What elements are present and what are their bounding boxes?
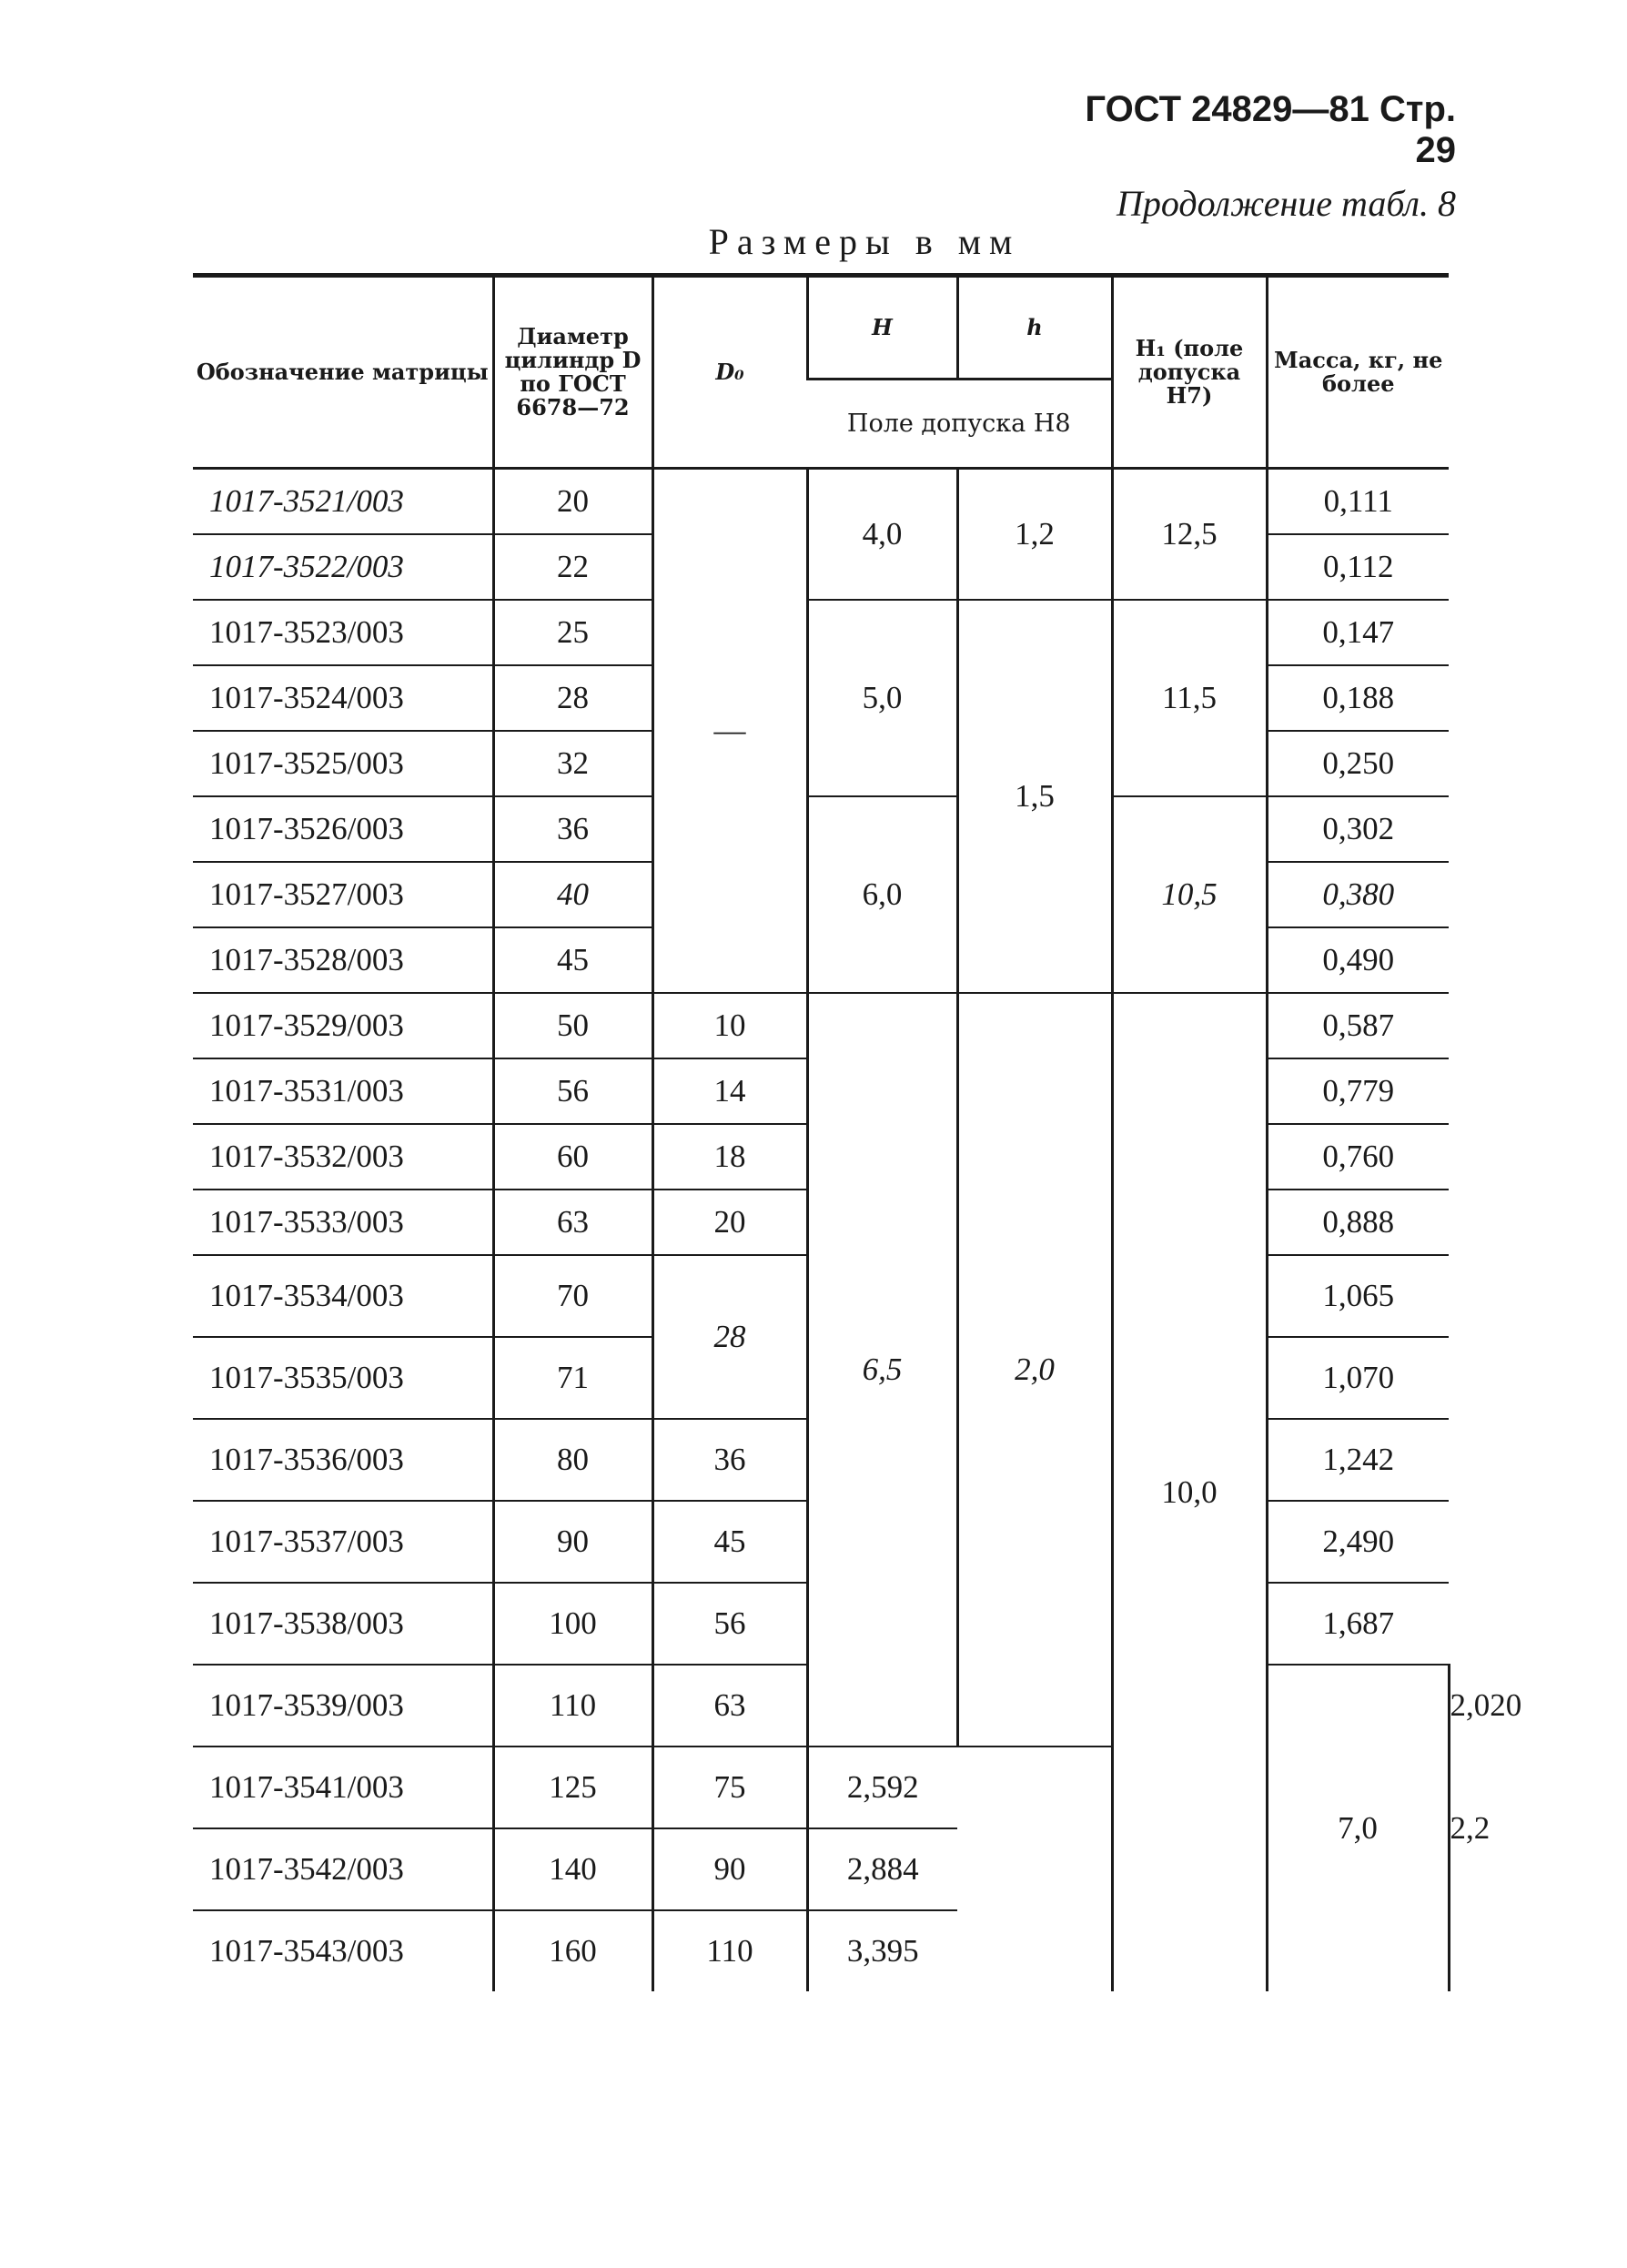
d0-cell: 45 bbox=[652, 1501, 807, 1583]
col-d0: D₀ bbox=[652, 276, 807, 469]
mass-cell: 0,302 bbox=[1267, 796, 1449, 862]
designation-cell: 1017-3525/003 bbox=[193, 731, 493, 796]
dimensions-table: Обозначение матрицы Диаметр цилиндр D по ГОСТ 6678—72 D₀ H h H₁ (поле допуска H7) Масса, кг, не более Поле допуска H8 1017-3521/003 20 — 4,0 1,2 12,5 0,111 1017-3522/003 22 0,112 1017-3523/003 25 5,0 1,5 11,5 0,147 1017-3524/003 28 0,188 1017-3525/003 32 0,250 1017-3526/003 36 6,0 10,5 0,302 1017-3527/003 40 0,380 1017-3528/003 45 0,490 1017-3529/003 50 10 6,5 2,0 10,0 0,587 1017-3531/003 56 14 0,779 1017-3532/003 60 18 0,760 1017-3533/003 63 20 0,888 1017-3534/003 70 28 1,065 1017-3535/003 71 1,070 1017-3536/003 80 36 1,242 1017-3537/003 90 45 2,490 1017-3538/003 100 56 1,687 1017-3539/003 110 63 7,0 2,2 2,020 1017-3541/003 125 75 2,592 1017-3542/003 140 90 2,884 1017-3543/003 160 110 3,395 bbox=[193, 273, 1449, 1991]
page-number: Стр. 29 bbox=[1379, 89, 1456, 170]
col-H: H bbox=[807, 276, 957, 380]
d0-cell: 36 bbox=[652, 1419, 807, 1501]
H-cell: 7,0 bbox=[1267, 1665, 1449, 1991]
d0-cell: 90 bbox=[652, 1828, 807, 1910]
designation-cell: 1017-3532/003 bbox=[193, 1124, 493, 1190]
designation-cell: 1017-3521/003 bbox=[193, 469, 493, 535]
diameter-cell: 25 bbox=[493, 600, 652, 665]
col-mass: Масса, кг, не более bbox=[1267, 276, 1449, 469]
mass-cell: 0,490 bbox=[1267, 927, 1449, 993]
mass-cell: 0,760 bbox=[1267, 1124, 1449, 1190]
h-cell: 2,0 bbox=[957, 993, 1112, 1747]
diameter-cell: 60 bbox=[493, 1124, 652, 1190]
mass-cell: 0,250 bbox=[1267, 731, 1449, 796]
col-designation: Обозначение матрицы bbox=[193, 276, 493, 469]
d0-dash-cell: — bbox=[652, 469, 807, 994]
diameter-cell: 110 bbox=[493, 1665, 652, 1747]
H1-cell: 10,0 bbox=[1112, 993, 1267, 1991]
H1-cell: 12,5 bbox=[1112, 469, 1267, 601]
diameter-cell: 71 bbox=[493, 1337, 652, 1419]
mass-cell: 0,111 bbox=[1267, 469, 1449, 535]
d0-cell: 110 bbox=[652, 1910, 807, 1991]
diameter-cell: 140 bbox=[493, 1828, 652, 1910]
d0-cell: 20 bbox=[652, 1190, 807, 1255]
designation-cell: 1017-3539/003 bbox=[193, 1665, 493, 1747]
diameter-cell: 90 bbox=[493, 1501, 652, 1583]
designation-cell: 1017-3543/003 bbox=[209, 1933, 404, 1969]
designation-cell: 1017-3541/003 bbox=[193, 1747, 493, 1828]
designation-cell: 1017-3526/003 bbox=[193, 796, 493, 862]
diameter-cell: 80 bbox=[493, 1419, 652, 1501]
diameter-cell: 45 bbox=[493, 927, 652, 993]
mass-cell: 0,888 bbox=[1267, 1190, 1449, 1255]
mass-cell: 3,395 bbox=[807, 1910, 957, 1991]
mass-cell: 0,779 bbox=[1267, 1058, 1449, 1124]
col-diameter: Диаметр цилиндр D по ГОСТ 6678—72 bbox=[493, 276, 652, 469]
diameter-cell: 28 bbox=[493, 665, 652, 731]
mass-cell: 2,884 bbox=[807, 1828, 957, 1910]
mass-cell: 2,490 bbox=[1267, 1501, 1449, 1583]
diameter-cell: 56 bbox=[493, 1058, 652, 1124]
designation-cell: 1017-3531/003 bbox=[193, 1058, 493, 1124]
mass-cell: 1,065 bbox=[1267, 1255, 1449, 1337]
diameter-cell: 100 bbox=[493, 1583, 652, 1665]
d0-cell: 14 bbox=[652, 1058, 807, 1124]
diameter-cell: 63 bbox=[493, 1190, 652, 1255]
col-h: h bbox=[957, 276, 1112, 380]
d0-cell: 18 bbox=[652, 1124, 807, 1190]
standard-number: ГОСТ 24829—81 bbox=[1085, 89, 1369, 129]
designation-cell: 1017-3529/003 bbox=[193, 993, 493, 1058]
designation-cell: 1017-3534/003 bbox=[193, 1255, 493, 1337]
mass-cell: 0,188 bbox=[1267, 665, 1449, 731]
diameter-cell: 22 bbox=[493, 534, 652, 600]
designation-cell: 1017-3536/003 bbox=[193, 1419, 493, 1501]
designation-cell: 1017-3533/003 bbox=[193, 1190, 493, 1255]
designation-cell: 1017-3524/003 bbox=[193, 665, 493, 731]
designation-cell: 1017-3537/003 bbox=[193, 1501, 493, 1583]
d0-cell: 10 bbox=[652, 993, 807, 1058]
mass-cell: 1,687 bbox=[1267, 1583, 1449, 1665]
diameter-cell: 36 bbox=[493, 796, 652, 862]
diameter-cell: 50 bbox=[493, 993, 652, 1058]
diameter-cell: 160 bbox=[493, 1910, 652, 1991]
designation-cell: 1017-3538/003 bbox=[193, 1583, 493, 1665]
mass-cell: 2,592 bbox=[807, 1747, 957, 1828]
d0-cell: 56 bbox=[652, 1583, 807, 1665]
units-label: Размеры в мм bbox=[708, 221, 1021, 262]
diameter-cell: 20 bbox=[493, 469, 652, 535]
mass-cell: 0,380 bbox=[1267, 862, 1449, 927]
h-cell: 1,2 bbox=[957, 469, 1112, 601]
d0-cell: 75 bbox=[652, 1747, 807, 1828]
designation-cell: 1017-3522/003 bbox=[193, 534, 493, 600]
H-cell: 4,0 bbox=[807, 469, 957, 601]
diameter-cell: 125 bbox=[493, 1747, 652, 1828]
H-cell: 6,5 bbox=[807, 993, 957, 1747]
H1-cell: 10,5 bbox=[1112, 796, 1267, 993]
tolerance-h8-label: Поле допуска H8 bbox=[807, 380, 1112, 469]
diameter-cell: 40 bbox=[493, 862, 652, 927]
H1-cell: 11,5 bbox=[1112, 600, 1267, 796]
col-H1: H₁ (поле допуска H7) bbox=[1112, 276, 1267, 469]
designation-cell: 1017-3528/003 bbox=[193, 927, 493, 993]
mass-cell: 0,147 bbox=[1267, 600, 1449, 665]
page-header bbox=[1074, 89, 1456, 171]
mass-cell: 1,242 bbox=[1267, 1419, 1449, 1501]
d0-cell: 28 bbox=[652, 1255, 807, 1419]
d0-cell: 63 bbox=[652, 1665, 807, 1747]
continuation-label: Продолжение табл. 8 bbox=[1116, 183, 1456, 224]
mass-cell: 0,587 bbox=[1267, 993, 1449, 1058]
mass-cell: 1,070 bbox=[1267, 1337, 1449, 1419]
designation-cell: 1017-3523/003 bbox=[193, 600, 493, 665]
H-cell: 6,0 bbox=[807, 796, 957, 993]
designation-cell: 1017-3542/003 bbox=[193, 1828, 493, 1910]
mass-cell: 0,112 bbox=[1267, 534, 1449, 600]
diameter-cell: 32 bbox=[493, 731, 652, 796]
h-cell: 1,5 bbox=[957, 600, 1112, 993]
H-cell: 5,0 bbox=[807, 600, 957, 796]
designation-cell: 1017-3527/003 bbox=[193, 862, 493, 927]
diameter-cell: 70 bbox=[493, 1255, 652, 1337]
designation-cell: 1017-3535/003 bbox=[193, 1337, 493, 1419]
